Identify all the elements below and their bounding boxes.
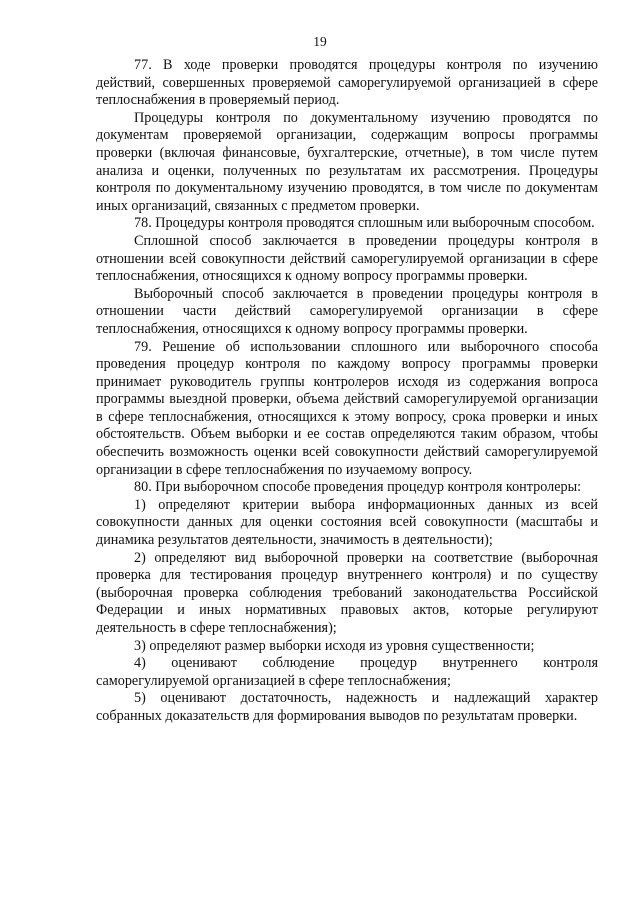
list-item-4: 4) оценивают соблюдение процедур внутреннего контроля саморегулируемой организацией в сфере теплоснабжения; <box>96 655 598 689</box>
document-body <box>96 57 598 726</box>
list-item-5: 5) оценивают достаточность, надежность и надлежащий характер собранных доказательств для формирования выводов по результатам проверки. <box>96 690 598 724</box>
page-number: 19 <box>313 34 327 49</box>
paragraph-80: 80. При выборочном способе проведения процедур контроля контролеры: <box>134 479 582 496</box>
paragraph-documentary-review: Процедуры контроля по документальному изучению проводятся по документам проверяемой организации, содержащим вопросы программы проверки (включая финансовые, бухгалтерские, отчетные), в том числе путем анализа и оценки, полученных по результатам их рассмотрения. Процедуры контроля по документальному изучению проводятся, в том числе по документам иных организаций, связанных с предметом проверки. <box>96 109 598 214</box>
list-item-3: 3) определяют размер выборки исходя из уровня существенности; <box>134 637 535 654</box>
paragraph-continuous-method: Сплошной способ заключается в проведении процедуры контроля в отношении всей совокупности действий саморегулируемой организации в сфере теплоснабжения, относящихся к одному вопросу программы проверки. <box>96 232 598 285</box>
list-item-2: 2) определяют вид выборочной проверки на соответствие (выборочная проверка для тестирования процедур внутреннего контроля) и по существу (выборочная проверка соблюдения требований законодательства Российской Федерации и иных нормативных правовых актов, которые регулируют деятельность в сфере теплоснабжения); <box>96 549 598 636</box>
paragraph-77: 77. В ходе проверки проводятся процедуры контроля по изучению действий, совершенных проверяемой саморегулируемой организацией в сфере теплоснабжения в проверяемый период. <box>96 57 598 109</box>
list-item-1: 1) определяют критерии выбора информационных данных из всей совокупности данных для оценки состояния всей совокупности (масштабы и динамика результатов деятельности, значимость в деятельности); <box>96 496 598 549</box>
paragraph-79: 79. Решение об использовании сплошного или выборочного способа проведения процедур контроля по каждому вопросу программы проверки принимает руководитель группы контролеров исходя из содержания вопроса программы выездной проверки, объема действий саморегулируемой организации в сфере теплоснабжения, относящихся к этому вопросу, срока проверки и иных обстоятельств. Объем выборки и ее состав определяются таким образом, чтобы обеспечить возможность оценки всей совокупности действий саморегулируемой организации в сфере теплоснабжения по изучаемому вопросу. <box>96 338 598 478</box>
paragraph-sampling-method: Выборочный способ заключается в проведении процедуры контроля в отношении части действий саморегулируемой организации в сфере теплоснабжения, относящихся к одному вопросу программы проверки. <box>96 285 598 337</box>
paragraph-78: 78. Процедуры контроля проводятся сплошным или выборочным способом. <box>134 215 595 232</box>
